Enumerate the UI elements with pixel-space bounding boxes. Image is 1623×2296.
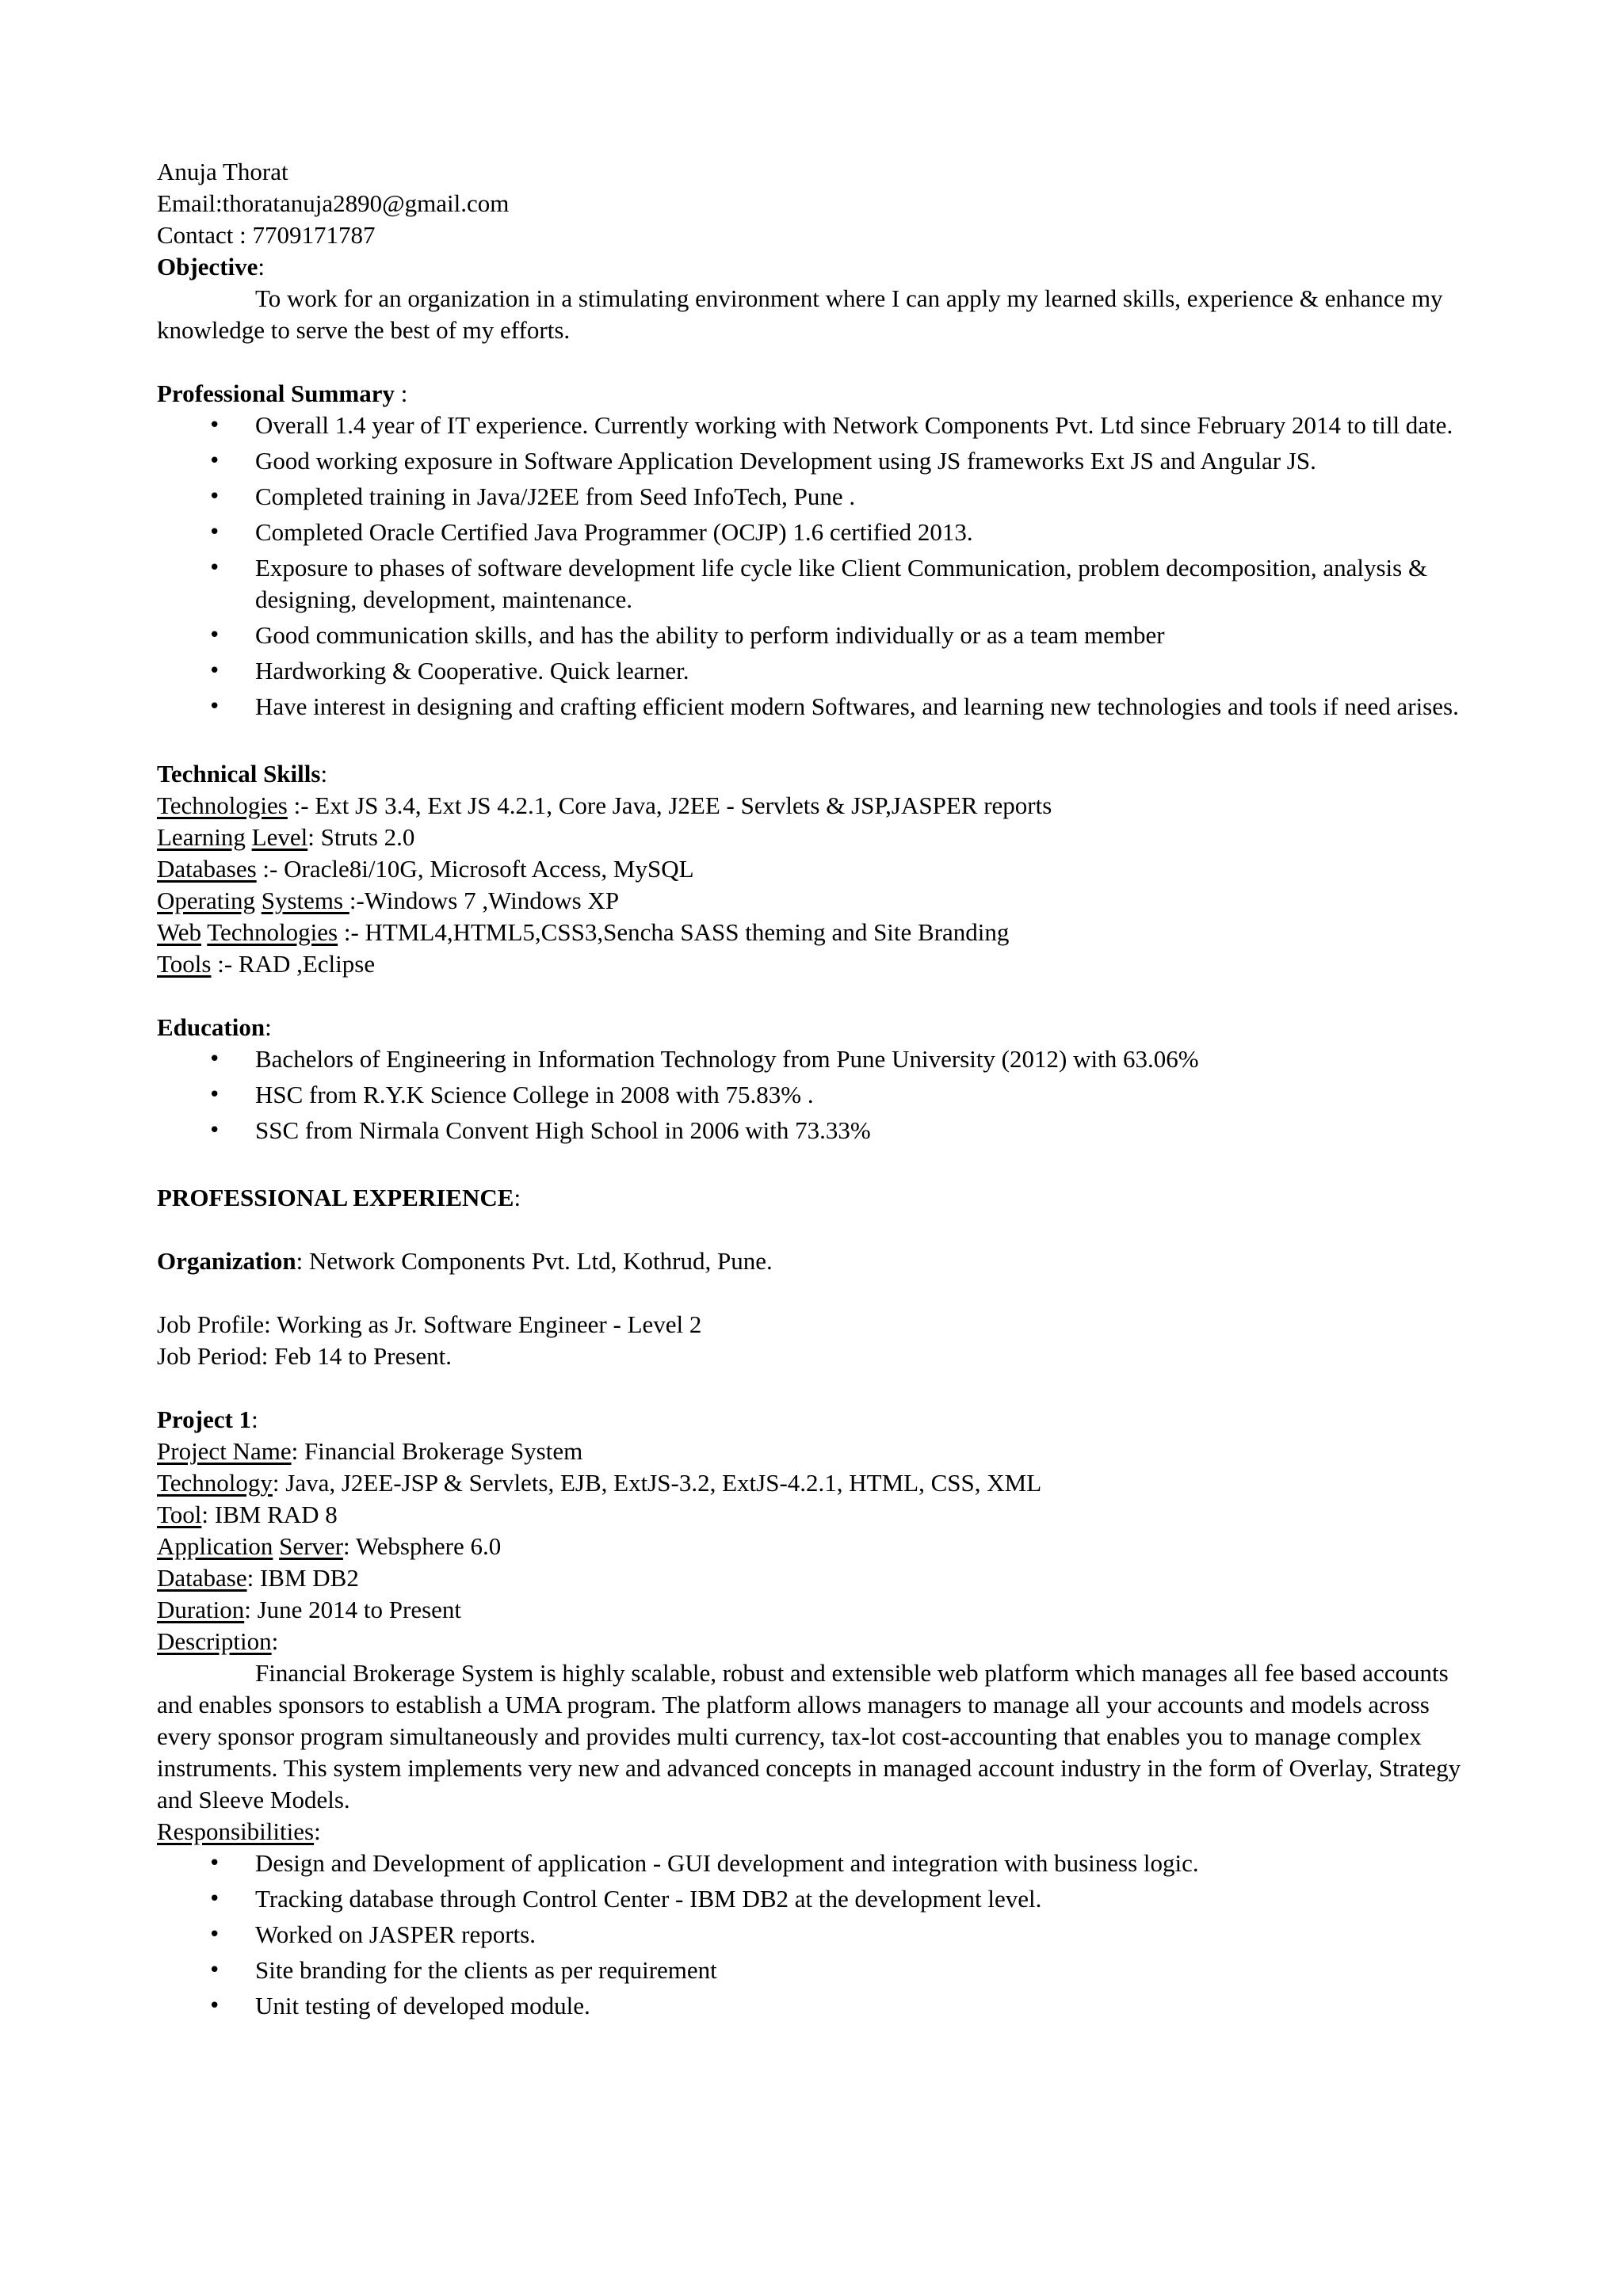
project-database: [157, 1562, 1472, 1594]
organization-label: Organization: [157, 1247, 296, 1275]
skill-label: Databases: [157, 855, 257, 883]
skill-databases: [157, 853, 1472, 885]
summary-item: • Hardworking & Cooperative. Quick learner.: [157, 655, 1472, 687]
project-field-value: : Websphere 6.0: [343, 1532, 502, 1560]
skill-os: [157, 885, 1472, 917]
project-field-label: Project Name: [157, 1437, 292, 1465]
summary-item: • Good working exposure in Software Application Development using JS frameworks Ext JS and Angular JS.: [157, 445, 1472, 477]
skill-value: :- RAD ,Eclipse: [211, 950, 376, 978]
skill-label: Tools: [157, 950, 212, 978]
skill-web: [157, 917, 1472, 948]
summary-item: • Overall 1.4 year of IT experience. Currently working with Network Components Pvt. Ltd since February 2014 to till date.: [157, 410, 1472, 441]
skill-label: Technologies: [207, 918, 338, 946]
skill-value: : Struts 2.0: [307, 823, 415, 851]
responsibility-item: • Unit testing of developed module.: [157, 1990, 1472, 2022]
skill-label: Systems: [261, 887, 349, 914]
project-field-value: : IBM RAD 8: [201, 1501, 338, 1528]
project-responsibilities-heading: [157, 1816, 1472, 1848]
project-field-label: Description: [157, 1627, 272, 1655]
responsibilities-list: [157, 1848, 1472, 2022]
summary-item: • Completed training in Java/J2EE from Seed InfoTech, Pune .: [157, 481, 1472, 513]
project-field-colon: :: [271, 1627, 279, 1655]
spacer: [157, 1150, 1472, 1182]
project-field-value: : Java, J2EE-JSP & Servlets, EJB, ExtJS-3.2, ExtJS-4.2.1, HTML, CSS, XML: [272, 1469, 1042, 1497]
skill-technologies: [157, 790, 1472, 822]
project-field-colon: :: [314, 1817, 321, 1845]
skills-colon: :: [320, 760, 328, 788]
education-list: [157, 1043, 1472, 1146]
spacer: [157, 1277, 1472, 1309]
skill-label: Technologies: [157, 791, 288, 819]
spacer: [157, 980, 1472, 1012]
objective-heading: Objective: [157, 253, 258, 280]
skill-learning: [157, 822, 1472, 853]
skills-heading-line: [157, 758, 1472, 790]
skill-label: Web: [157, 918, 202, 946]
summary-colon: :: [394, 379, 408, 407]
experience-heading: PROFESSIONAL EXPERIENCE: [157, 1184, 514, 1211]
skill-value: :-Windows 7 ,Windows XP: [349, 887, 620, 914]
skill-label: Level: [251, 823, 308, 851]
email-line: Email:thoratanuja2890@gmail.com: [157, 189, 510, 217]
project-field-label: Application: [157, 1532, 273, 1560]
project-heading-line: [157, 1404, 1472, 1436]
project-duration: [157, 1594, 1472, 1626]
project-field-value: : June 2014 to Present: [244, 1596, 462, 1623]
responsibility-item: • Tracking database through Control Center - IBM DB2 at the development level.: [157, 1883, 1472, 1915]
project-colon: :: [251, 1405, 258, 1433]
education-item: • SSC from Nirmala Convent High School in 2006 with 73.33%: [157, 1115, 1472, 1146]
objective-heading-line: [157, 251, 1472, 283]
organization-value: : Network Components Pvt. Ltd, Kothrud, Pune.: [296, 1247, 773, 1275]
project-field-label: Duration: [157, 1596, 245, 1623]
summary-item: • Good communication skills, and has the ability to perform individually or as a team member: [157, 620, 1472, 651]
summary-item: • Exposure to phases of software development life cycle like Client Communication, problem decomposition, analysis & designing, development, maintenance.: [157, 552, 1472, 616]
project-tool: [157, 1499, 1472, 1531]
skill-label: Learning: [157, 823, 246, 851]
responsibility-item: • Worked on JASPER reports.: [157, 1919, 1472, 1951]
spacer: [157, 727, 1472, 758]
job-period: Job Period: Feb 14 to Present.: [157, 1342, 452, 1370]
education-colon: :: [265, 1013, 272, 1041]
spacer: [157, 1372, 1472, 1404]
project-heading: Project 1: [157, 1405, 252, 1433]
education-item: • HSC from R.Y.K Science College in 2008 with 75.83% .: [157, 1079, 1472, 1111]
contact-line: Contact : 7709171787: [157, 221, 376, 249]
education-heading-line: [157, 1012, 1472, 1043]
candidate-name: Anuja Thorat: [157, 158, 288, 185]
education-item: • Bachelors of Engineering in Information Technology from Pune University (2012) with 63.06%: [157, 1043, 1472, 1075]
skill-tools: [157, 948, 1472, 980]
experience-colon: :: [514, 1184, 521, 1211]
education-heading: Education: [157, 1013, 265, 1041]
experience-heading-line: [157, 1182, 1472, 1214]
summary-heading: Professional Summary: [157, 379, 395, 407]
project-technology: [157, 1467, 1472, 1499]
project-name: [157, 1436, 1472, 1467]
objective-text: To work for an organization in a stimulating environment where I can apply my learned skills, experience & enhance my knowledge to serve the best of my efforts.: [157, 284, 1443, 344]
skill-value: :- Ext JS 3.4, Ext JS 4.2.1, Core Java, J2EE - Servlets & JSP,JASPER reports: [287, 791, 1052, 819]
project-field-label: Server: [279, 1532, 344, 1560]
project-field-label: Tool: [157, 1501, 202, 1528]
project-field-label: Technology: [157, 1469, 273, 1497]
summary-list: [157, 410, 1472, 723]
project-field-label: Responsibilities: [157, 1817, 315, 1845]
responsibility-item: • Site branding for the clients as per requirement: [157, 1955, 1472, 1986]
spacer: [157, 346, 1472, 378]
summary-item: • Completed Oracle Certified Java Programmer (OCJP) 1.6 certified 2013.: [157, 517, 1472, 548]
summary-item: • Have interest in designing and crafting efficient modern Softwares, and learning new technologies and tools if need arises.: [157, 691, 1472, 723]
project-field-label: Database: [157, 1564, 247, 1592]
skill-value: :- Oracle8i/10G, Microsoft Access, MySQL: [256, 855, 694, 883]
organization-line: [157, 1245, 1472, 1277]
job-profile: Job Profile: Working as Jr. Software Engineer - Level 2: [157, 1310, 702, 1338]
skill-label: Operating: [157, 887, 255, 914]
project-field-value: : Financial Brokerage System: [291, 1437, 583, 1465]
spacer: [157, 1214, 1472, 1245]
project-description-text: Financial Brokerage System is highly scalable, robust and extensible web platform which manages all fee based accounts and enables sponsors to establish a UMA program. The platform allows managers to manage all your accounts and models across every sponsor program simultaneously and provides multi currency, tax-lot cost-accounting that enables you to manage complex instruments. This system implements very new and advanced concepts in managed account industry in the form of Overlay, Strategy and Sleeve Models.: [157, 1659, 1461, 1814]
responsibility-item: • Design and Development of application - GUI development and integration with business logic.: [157, 1848, 1472, 1879]
project-description-heading: [157, 1626, 1472, 1657]
skill-value: :- HTML4,HTML5,CSS3,Sencha SASS theming and Site Branding: [338, 918, 1010, 946]
resume-content: [157, 156, 1472, 2026]
project-server: [157, 1531, 1472, 1562]
skills-heading: Technical Skills: [157, 760, 321, 788]
summary-heading-line: [157, 378, 1472, 410]
objective-colon: :: [258, 253, 265, 280]
project-field-value: : IBM DB2: [246, 1564, 359, 1592]
